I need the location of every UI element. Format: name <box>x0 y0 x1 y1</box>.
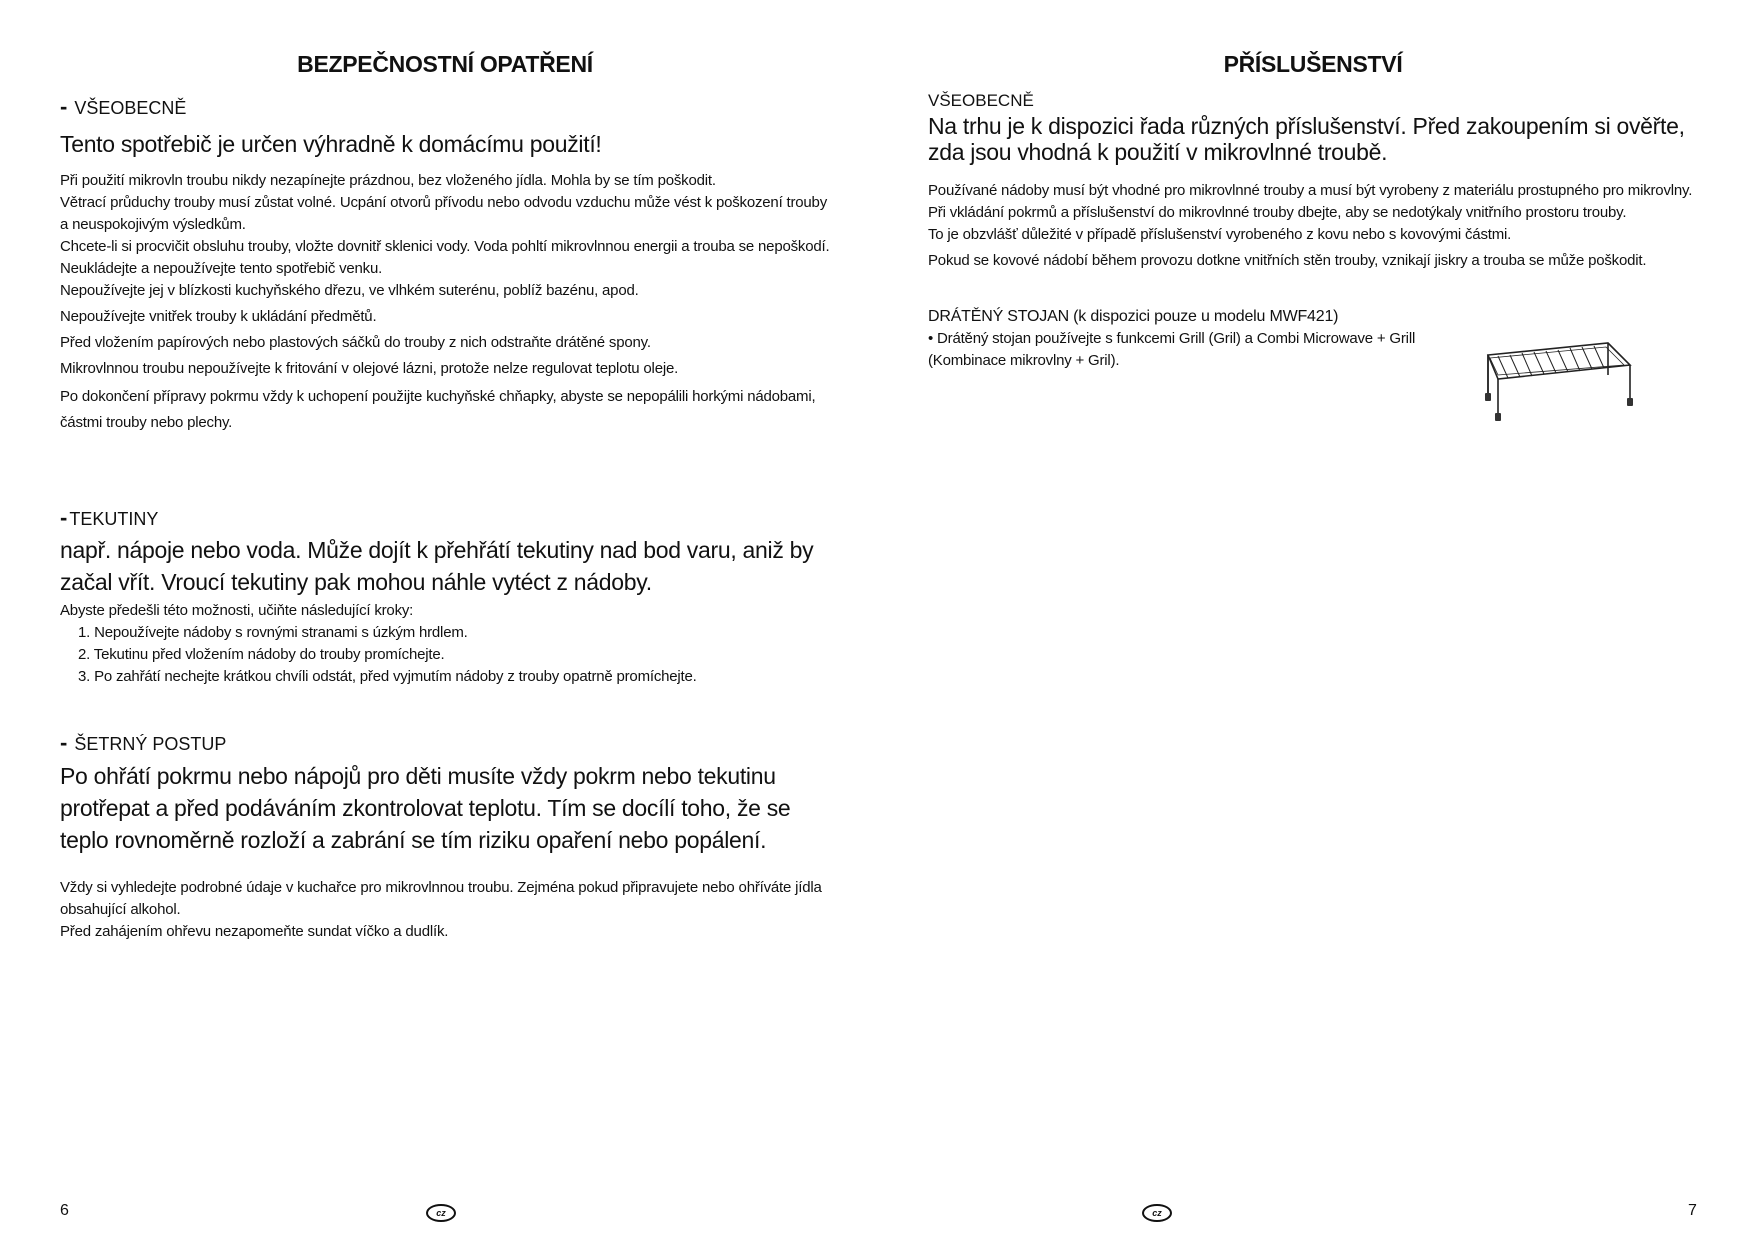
page-number: 7 <box>1688 1202 1697 1219</box>
section-heading-label: VŠEOBECNĚ <box>74 98 187 118</box>
paragraph: Při vkládání pokrmů a příslušenství do mikrovlnné trouby dbejte, aby se nedotýkaly vnitřního prostoru trouby. <box>928 204 1627 221</box>
paragraph: Po dokončení přípravy pokrmu vždy k uchopení použijte kuchyňské chňapky, abyste se nepopálili horkými nádobami, částmi trouby nebo plechy. <box>60 388 816 431</box>
section-heading-general: VŠEOBECNĚ <box>928 91 1034 110</box>
section-heading-careful <box>60 730 226 756</box>
paragraph: Chcete-li si procvičit obsluhu trouby, vložte dovnitř sklenici vody. Voda pohltí mikrovlnnou energii a trouba se nepoškodí. <box>60 238 830 255</box>
section-heading-general <box>60 94 186 120</box>
liquids-lead: např. nápoje nebo voda. Může dojít k přehřátí tekutiny nad bod varu, aniž by začal vřít. Vroucí tekutiny pak mohou náhle vytéct z nádoby. <box>60 537 814 595</box>
wire-rack-illustration <box>1458 335 1638 435</box>
page-number: 6 <box>60 1202 69 1219</box>
general-lead: Na trhu je k dispozici řada různých příslušenství. Před zakoupením si ověřte, zda jsou vhodná k použití v mikrovlnné troubě. <box>928 113 1685 165</box>
section-heading-label: ŠETRNÝ POSTUP <box>74 734 227 754</box>
country-badge-icon: cz <box>426 1204 456 1222</box>
right-page <box>928 0 1698 1240</box>
paragraph: Pokud se kovové nádobí během provozu dotkne vnitřních stěn trouby, vznikají jiskry a trouba se může poškodit. <box>928 252 1647 269</box>
section-heading-label: TEKUTINY <box>69 509 159 529</box>
page-title: PŘÍSLUŠENSTVÍ <box>1223 51 1403 77</box>
paragraph: Při použití mikrovln troubu nikdy nezapínejte prázdnou, bez vloženého jídla. Mohla by se tím poškodit. <box>60 172 716 189</box>
general-body <box>928 180 1698 272</box>
paragraph: To je obzvlášť důležité v případě příslušenství vyrobeného z kovu nebo s kovovými částmi. <box>928 226 1512 243</box>
left-page <box>60 0 830 1240</box>
paragraph: Před vložením papírových nebo plastových sáčků do trouby z nich odstraňte drátěné spony. <box>60 334 651 351</box>
dash-marker: - <box>60 730 68 755</box>
paragraph: Vždy si vyhledejte podrobné údaje v kuchařce pro mikrovlnnou troubu. Zejména pokud připravujete nebo ohříváte jídla obsahující alkohol. <box>60 879 822 918</box>
liquids-body <box>60 600 830 688</box>
steps-list <box>60 622 830 688</box>
careful-body <box>60 877 830 943</box>
paragraph: Mikrovlnnou troubu nepoužívejte k fritování v olejové lázni, protože nelze regulovat teplotu oleje. <box>60 360 679 377</box>
section-heading-liquids <box>60 505 158 531</box>
rack-heading: DRÁTĚNÝ STOJAN (k dispozici pouze u modelu MWF421) <box>928 308 1339 325</box>
dash-marker: - <box>60 505 68 530</box>
dash-marker: - <box>60 94 68 119</box>
careful-lead: Po ohřátí pokrmu nebo nápojů pro děti musíte vždy pokrm nebo tekutinu protřepat a před podáváním zkontrolovat teplotu. Tím se docílí toho, že se teplo rovnoměrně rozloží a zabrání se tím riziku opaření nebo popálení. <box>60 763 791 853</box>
paragraph: Větrací průduchy trouby musí zůstat volné. Ucpání otvorů přívodu nebo odvodu vzduchu může vést k poškození trouby a neuspokojivým výsledkům. <box>60 194 828 233</box>
general-body <box>60 170 830 436</box>
list-item: 2. Tekutinu před vložením nádoby do trouby promíchejte. <box>78 646 445 663</box>
list-item: 3. Po zahřátí nechejte krátkou chvíli odstát, před vyjmutím nádoby z trouby opatrně promíchejte. <box>78 668 697 685</box>
paragraph: Nepoužívejte vnitřek trouby k ukládání předmětů. <box>60 308 377 325</box>
paragraph: Používané nádoby musí být vhodné pro mikrovlnné trouby a musí být vyrobeny z materiálu prostupného pro mikrovlny. <box>928 182 1693 199</box>
list-item: 1. Nepoužívejte nádoby s rovnými stranami s úzkým hrdlem. <box>78 624 468 641</box>
paragraph: Před zahájením ohřevu nezapomeňte sundat víčko a dudlík. <box>60 923 449 940</box>
paragraph: Nepoužívejte jej v blízkosti kuchyňského dřezu, ve vlhkém suterénu, poblíž bazénu, apod. <box>60 282 639 299</box>
paragraph: Abyste předešli této možnosti, učiňte následující kroky: <box>60 602 414 619</box>
page-title: BEZPEČNOSTNÍ OPATŘENÍ <box>297 51 593 77</box>
general-lead: Tento spotřebič je určen výhradně k domácímu použití! <box>60 131 602 157</box>
rack-bullet: • Drátěný stojan používejte s funkcemi Grill (Gril) a Combi Microwave + Grill (Kombinace mikrovlny + Gril). <box>928 330 1416 369</box>
paragraph: Neukládejte a nepoužívejte tento spotřebič venku. <box>60 260 383 277</box>
country-badge-icon: cz <box>1142 1204 1172 1222</box>
